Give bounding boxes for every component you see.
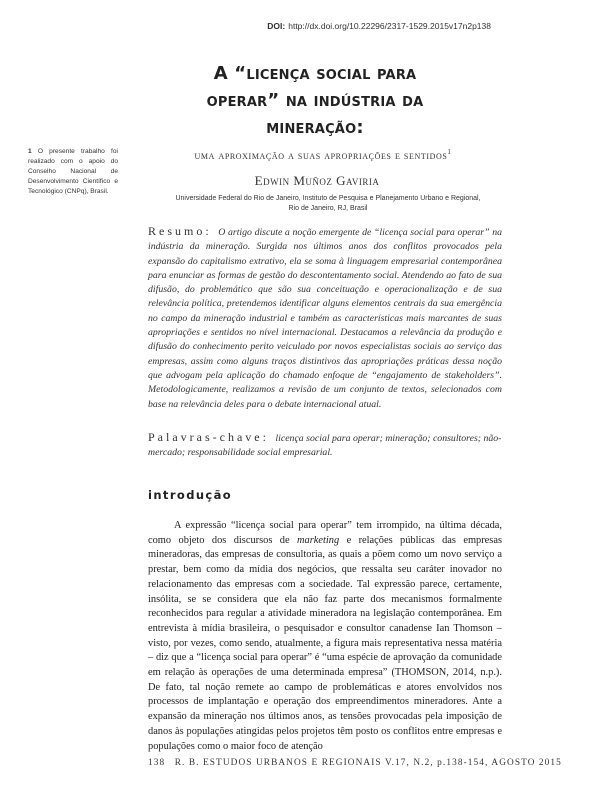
journal-citation: R. B. ESTUDOS URBANOS E REGIONAIS V.17, N.2, p.138-154, AGOSTO 2015 (174, 758, 562, 768)
emphasis-text: marketing (297, 534, 340, 546)
footnote-mark[interactable]: 1 (447, 148, 452, 156)
paragraph-text: A expressão “licença social para operar” tem irrompido, na última década, como objeto dos discursos de (148, 520, 502, 546)
footnote (28, 147, 118, 197)
article-subtitle (140, 148, 506, 162)
affiliation-line: Rio de Janeiro, RJ, Brasil (288, 205, 368, 212)
title-line: A “licença social para (213, 63, 417, 84)
footnote-text: O presente trabalho foi realizado com o apoio do Conselho Nacional de Desenvolvimento Científico e Tecnológico (CNPq), Brasil. (28, 148, 118, 195)
article-title (140, 60, 490, 141)
paragraph (148, 519, 502, 754)
page-footer (148, 758, 562, 768)
affiliation-line: Universidade Federal do Rio de Janeiro, Instituto de Pesquisa e Planejamento Urbano e Regional, (175, 195, 481, 202)
title-line: operar” na indústria da (206, 90, 424, 111)
keywords (148, 430, 502, 461)
page-number: 138 (148, 758, 166, 768)
footnote-number: 1 (28, 148, 32, 155)
keywords-label: Palavras-chave: (148, 430, 269, 444)
abstract-text: O artigo discute a noção emergente de “licença social para operar” na indústria da mineração. Surgida nos últimos anos dos conflitos provocados pela expansão do capitalismo extrativo, ela se soma à linguagem empresarial contemporânea para enunciar as formas de gestão do descontentamento social. Atendendo ao fato de sua difusão, do problemático que são sua conceituação e operacionalização e de sua relevância política, pretendemos identificar alguns elementos centrais da sua emergência no campo da mineração industrial e também as características mais marcantes de suas apropriações e sentidos no nível internacional. Destacamos a relevância da produção e difusão do conhecimento perito veiculado por novos especialistas sociais ao serviço das empresas, assim como alguns traços distintivos das apropriações práticas dessa noção que advogam pela aplicação do chamado enfoque de “engajamento de stakeholders”. Metodologicamente, realizamos a revisão de um conjunto de textos, selecionados com base na relevância deles para o debate internacional atual. (148, 227, 502, 410)
abstract (148, 224, 502, 412)
author-name: Edwin Muñoz Gaviria (254, 173, 380, 188)
keywords-text: licença social para operar; mineração; consultores; não-mercado; responsabilidade social empresarial. (148, 433, 502, 459)
body-text (148, 519, 502, 754)
abstract-label: Resumo: (148, 224, 212, 238)
subtitle-text: uma aproximação a suas apropriações e sentidos (194, 149, 448, 162)
section-heading: introdução (148, 488, 233, 502)
doi-line (267, 21, 491, 31)
title-line: mineração: (266, 117, 364, 138)
paragraph-text: e relações públicas das empresas mineradoras, das empresas de consultoria, as quais a põem como um novo serviço a prestar, bem como da mídia dos negócios, que ressalta seu caráter inovador no relacionamento das empresas com a sociedade. Tal expressão parece, certamente, insólita, se se considera que ela não faz parte dos mecanismos formalmente reconhecidos para regular a atividade mineradora na legislação contemporânea. Em entrevista à mídia brasileira, o pesquisador e consultor canadense Ian Thomson – visto, por vezes, como sendo, atualmente, a figura mais representativa nessa matéria – diz que a “licença social para operar” é “uma espécie de aprovação da comunidade em relação às operações de uma determinada empresa” (THOMSON, 2014, n.p.). De fato, tal noção remete ao campo de problemáticas e atores envolvidos nos processos de implantação e operação dos empreendimentos mineradores. Ante a expansão da mineração nos últimos anos, as tensões provocadas pela imposição de danos às populações atingidas pelos projetos têm posto os conflitos entre empresas e populações como o maior foco de atenção (148, 534, 502, 752)
doi-label: DOI: (267, 21, 286, 31)
author-affiliation (160, 194, 496, 214)
doi-link[interactable]: http://dx.doi.org/10.22296/2317-1529.2015v17n2p138 (288, 21, 491, 31)
